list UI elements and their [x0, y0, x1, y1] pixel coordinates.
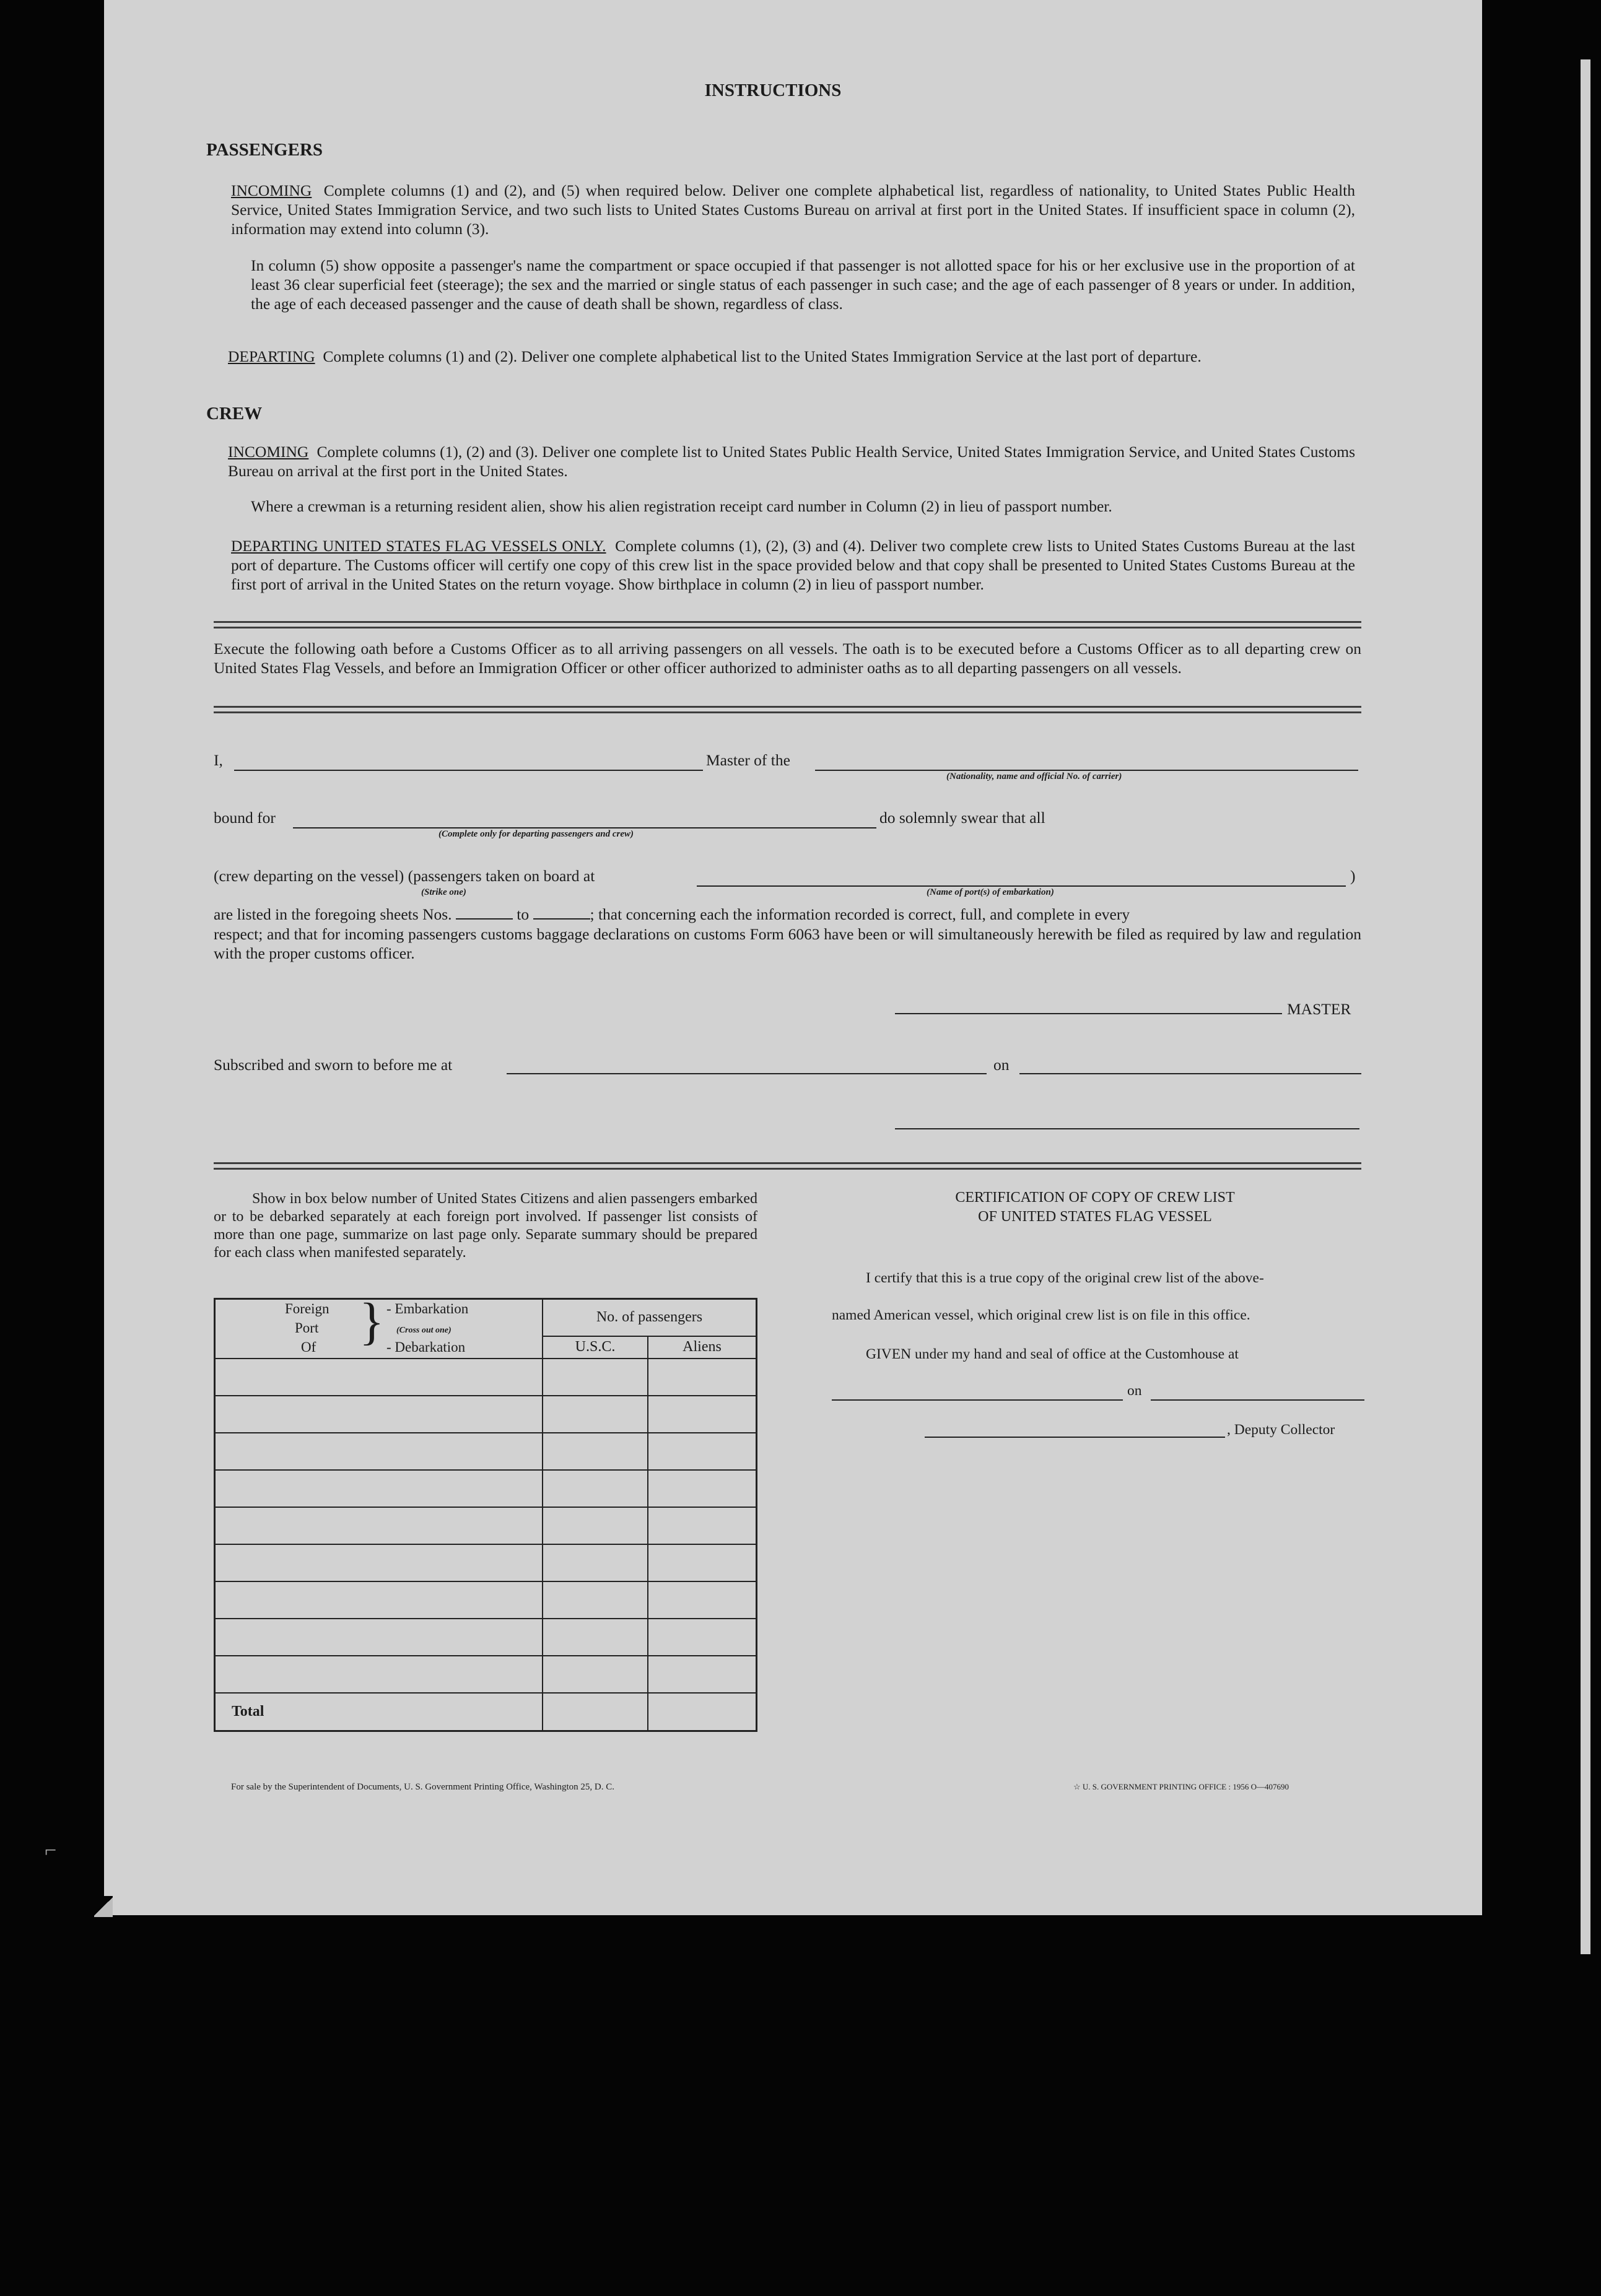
passengers-departing-paragraph [228, 347, 1355, 366]
embarkation-port-field[interactable] [697, 885, 1346, 887]
table-row [215, 1619, 757, 1656]
certify-text: I certify that this is a true copy of the original crew list of the above- [866, 1270, 1264, 1286]
column5-paragraph: In column (5) show opposite a passenger's name the compartment or space occupied if that passenger is not allotted space for his or her exclusive use in the proportion of at least 36 clear superficial feet (steerage); the sex and the married or single status of each passenger in such case; and the age of each passenger of 8 years or under. In addition, the age of each deceased passenger and the cause of death shall be shown, regardless of class. [251, 256, 1355, 313]
sheets-tail: ; that concerning each the information recorded is correct, full, and complete in every [590, 905, 1130, 923]
deputy-signature-field[interactable] [925, 1437, 1225, 1438]
swear-label: do solemnly swear that all [879, 809, 1045, 827]
certification-title-line1: CERTIFICATION OF COPY OF CREW LIST [955, 1189, 1235, 1206]
sworn-date-field[interactable] [1019, 1073, 1361, 1074]
debarkation-label: - Debarkation [386, 1339, 466, 1355]
aliens-cell[interactable] [648, 1544, 757, 1581]
oath-intro: Execute the following oath before a Customs Officer as to all arriving passengers on all vessels. The oath is to be executed before a Customs Officer as to all departing crew on United States Flag Vessels, and before an Immigration Officer or other officer authorized to administer oaths as to all departing passengers on all vessels. [214, 640, 1361, 677]
passengers-incoming-paragraph [231, 181, 1355, 238]
port-cell[interactable] [215, 1544, 543, 1581]
folded-corner [94, 1896, 113, 1917]
port-cell[interactable] [215, 1619, 543, 1656]
embarkation-label: - Embarkation [386, 1301, 469, 1316]
aliens-cell[interactable] [648, 1433, 757, 1470]
departing-label: DEPARTING [228, 347, 315, 365]
sale-footer: For sale by the Superintendent of Documents, U. S. Government Printing Office, Washington 25, D. C. [231, 1782, 614, 1792]
crew-departing-paragraph [231, 536, 1355, 594]
carrier-field[interactable] [815, 770, 1358, 771]
gpo-footer: ☆ U. S. GOVERNMENT PRINTING OFFICE : 1956 O—407690 [1073, 1782, 1289, 1791]
usc-cell[interactable] [543, 1396, 648, 1433]
port-cell[interactable] [215, 1656, 543, 1693]
master-name-field[interactable] [234, 770, 703, 771]
crew-incoming-label: INCOMING [228, 443, 309, 461]
aliens-cell[interactable] [648, 1470, 757, 1507]
port-label: Port [295, 1320, 319, 1336]
usc-cell[interactable] [543, 1656, 648, 1693]
complete-caption: (Complete only for departing passengers and crew) [438, 829, 634, 839]
usc-cell[interactable] [543, 1470, 648, 1507]
table-row [215, 1470, 757, 1507]
close-paren: ) [1350, 867, 1356, 885]
table-row [215, 1507, 757, 1544]
aliens-cell[interactable] [648, 1581, 757, 1619]
master-label: MASTER [1287, 1000, 1351, 1018]
aliens-cell[interactable] [648, 1507, 757, 1544]
sheets-to-label: to [517, 905, 530, 923]
strike-caption: (Strike one) [421, 887, 466, 897]
divider [214, 621, 1361, 628]
named-vessel-text: named American vessel, which original crew list is on file in this office. [832, 1307, 1250, 1323]
officer-signature-field[interactable] [895, 1128, 1359, 1129]
master-of-the-label: Master of the [706, 751, 790, 769]
no-passengers-header: No. of passengers [543, 1299, 757, 1336]
departing-text: Complete columns (1) and (2). Deliver one complete alphabetical list to the United States Immigration Service at the last port of departure. [323, 347, 1202, 365]
table-row [215, 1544, 757, 1581]
deputy-collector-label: , Deputy Collector [1227, 1422, 1335, 1438]
divider [214, 1162, 1361, 1170]
port-cell[interactable] [215, 1433, 543, 1470]
bound-for-field[interactable] [293, 827, 876, 828]
usc-cell[interactable] [543, 1544, 648, 1581]
foreign-label: Foreign [285, 1301, 329, 1316]
cert-date-field[interactable] [1151, 1399, 1364, 1401]
subscribed-label: Subscribed and sworn to before me at [214, 1056, 453, 1074]
customhouse-field[interactable] [832, 1399, 1123, 1401]
incoming-label: INCOMING [231, 181, 312, 199]
aliens-cell[interactable] [648, 1619, 757, 1656]
cross-out-caption: (Cross out one) [396, 1326, 452, 1335]
brace-glyph: } [359, 1293, 385, 1350]
sheet-from-field[interactable] [456, 918, 513, 920]
sworn-place-field[interactable] [507, 1073, 987, 1074]
usc-total-cell[interactable] [543, 1693, 648, 1731]
port-cell[interactable] [215, 1507, 543, 1544]
crew-incoming-text: Complete columns (1), (2) and (3). Deliver one complete list to United States Public Health Service, United States Immigration Service, and United States Customs Bureau on arrival at the first port in the United States. [228, 443, 1356, 480]
certification-title-line2: OF UNITED STATES FLAG VESSEL [978, 1209, 1212, 1225]
given-text: GIVEN under my hand and seal of office at the Customhouse at [866, 1346, 1239, 1362]
crew-departing-label: DEPARTING UNITED STATES FLAG VESSELS ONLY. [231, 537, 606, 555]
usc-cell[interactable] [543, 1581, 648, 1619]
table-row [215, 1396, 757, 1433]
aliens-header: Aliens [648, 1336, 757, 1359]
sheet-to-field[interactable] [533, 918, 590, 920]
port-header-cell [215, 1293, 543, 1359]
usc-header: U.S.C. [543, 1336, 648, 1359]
aliens-cell[interactable] [648, 1656, 757, 1693]
port-cell[interactable] [215, 1396, 543, 1433]
port-cell[interactable] [215, 1581, 543, 1619]
scan-mark: ⌐ [45, 1839, 57, 1862]
table-row [215, 1581, 757, 1619]
table-row [215, 1433, 757, 1470]
table-row [215, 1656, 757, 1693]
summary-instructions: Show in box below number of United States Citizens and alien passengers embarked or to be debarked separately at each foreign port involved. If passenger list consists of more than one page, summarize on last page only. Separate summary should be prepared for each class when manifested separately. [214, 1191, 757, 1261]
usc-cell[interactable] [543, 1359, 648, 1396]
passengers-heading: PASSENGERS [206, 140, 323, 160]
master-signature-field[interactable] [895, 1013, 1282, 1014]
resident-alien-paragraph: Where a crewman is a returning resident alien, show his alien registration receipt card number in Column (2) in lieu of passport number. [251, 497, 1112, 515]
page-title: INSTRUCTIONS [704, 80, 842, 100]
oath-i-label: I, [214, 751, 223, 769]
usc-cell[interactable] [543, 1619, 648, 1656]
usc-cell[interactable] [543, 1433, 648, 1470]
crew-heading: CREW [206, 404, 263, 424]
sheets-label: are listed in the foregoing sheets Nos. [214, 905, 452, 923]
usc-cell[interactable] [543, 1507, 648, 1544]
oath-body: respect; and that for incoming passengers customs baggage declarations on customs Form 6063 have been or will simultaneously herewith be filed as required by law and regulation with the proper customs officer. [214, 925, 1361, 962]
aliens-cell[interactable] [648, 1396, 757, 1433]
port-cell[interactable] [215, 1359, 543, 1396]
sworn-on-label: on [993, 1056, 1010, 1074]
incoming-text: Complete columns (1) and (2), and (5) when required below. Deliver one complete alphabetical list, regardless of nationality, to United States Public Health Service, United States Immigration Service, and two such lists to United States Customs Bureau on arrival at first port in the United States. If insufficient space in column (2), information may extend into column (3). [231, 181, 1355, 238]
aliens-total-cell[interactable] [648, 1693, 757, 1731]
bound-for-label: bound for [214, 809, 276, 827]
form-sheet [104, 0, 1482, 1915]
aliens-cell[interactable] [648, 1359, 757, 1396]
adjacent-page-edge [1581, 59, 1590, 1954]
crew-passengers-label: (crew departing on the vessel) (passengers taken on board at [214, 867, 595, 885]
crew-incoming-paragraph [228, 442, 1355, 481]
total-row [215, 1693, 757, 1731]
passenger-summary-table [214, 1293, 757, 1732]
nationality-caption: (Nationality, name and official No. of carrier) [946, 772, 1122, 781]
crew-departing-text: Complete columns (1), (2), (3) and (4). Deliver two complete crew lists to United States Customs Bureau at the last port of departure. The Customs officer will certify one copy of this crew list in the space provided below and that copy shall be presented to United States Customs Bureau at the first port of arrival in the United States on the return voyage. Show birthplace in column (2) in lieu of passport number. [231, 537, 1355, 593]
sheets-line [214, 905, 1130, 924]
port-caption: (Name of port(s) of embarkation) [927, 887, 1054, 897]
of-label: Of [301, 1339, 316, 1355]
table-row [215, 1359, 757, 1396]
port-cell[interactable] [215, 1470, 543, 1507]
divider [214, 706, 1361, 713]
total-label: Total [215, 1693, 543, 1731]
cert-on-label: on [1127, 1383, 1142, 1399]
